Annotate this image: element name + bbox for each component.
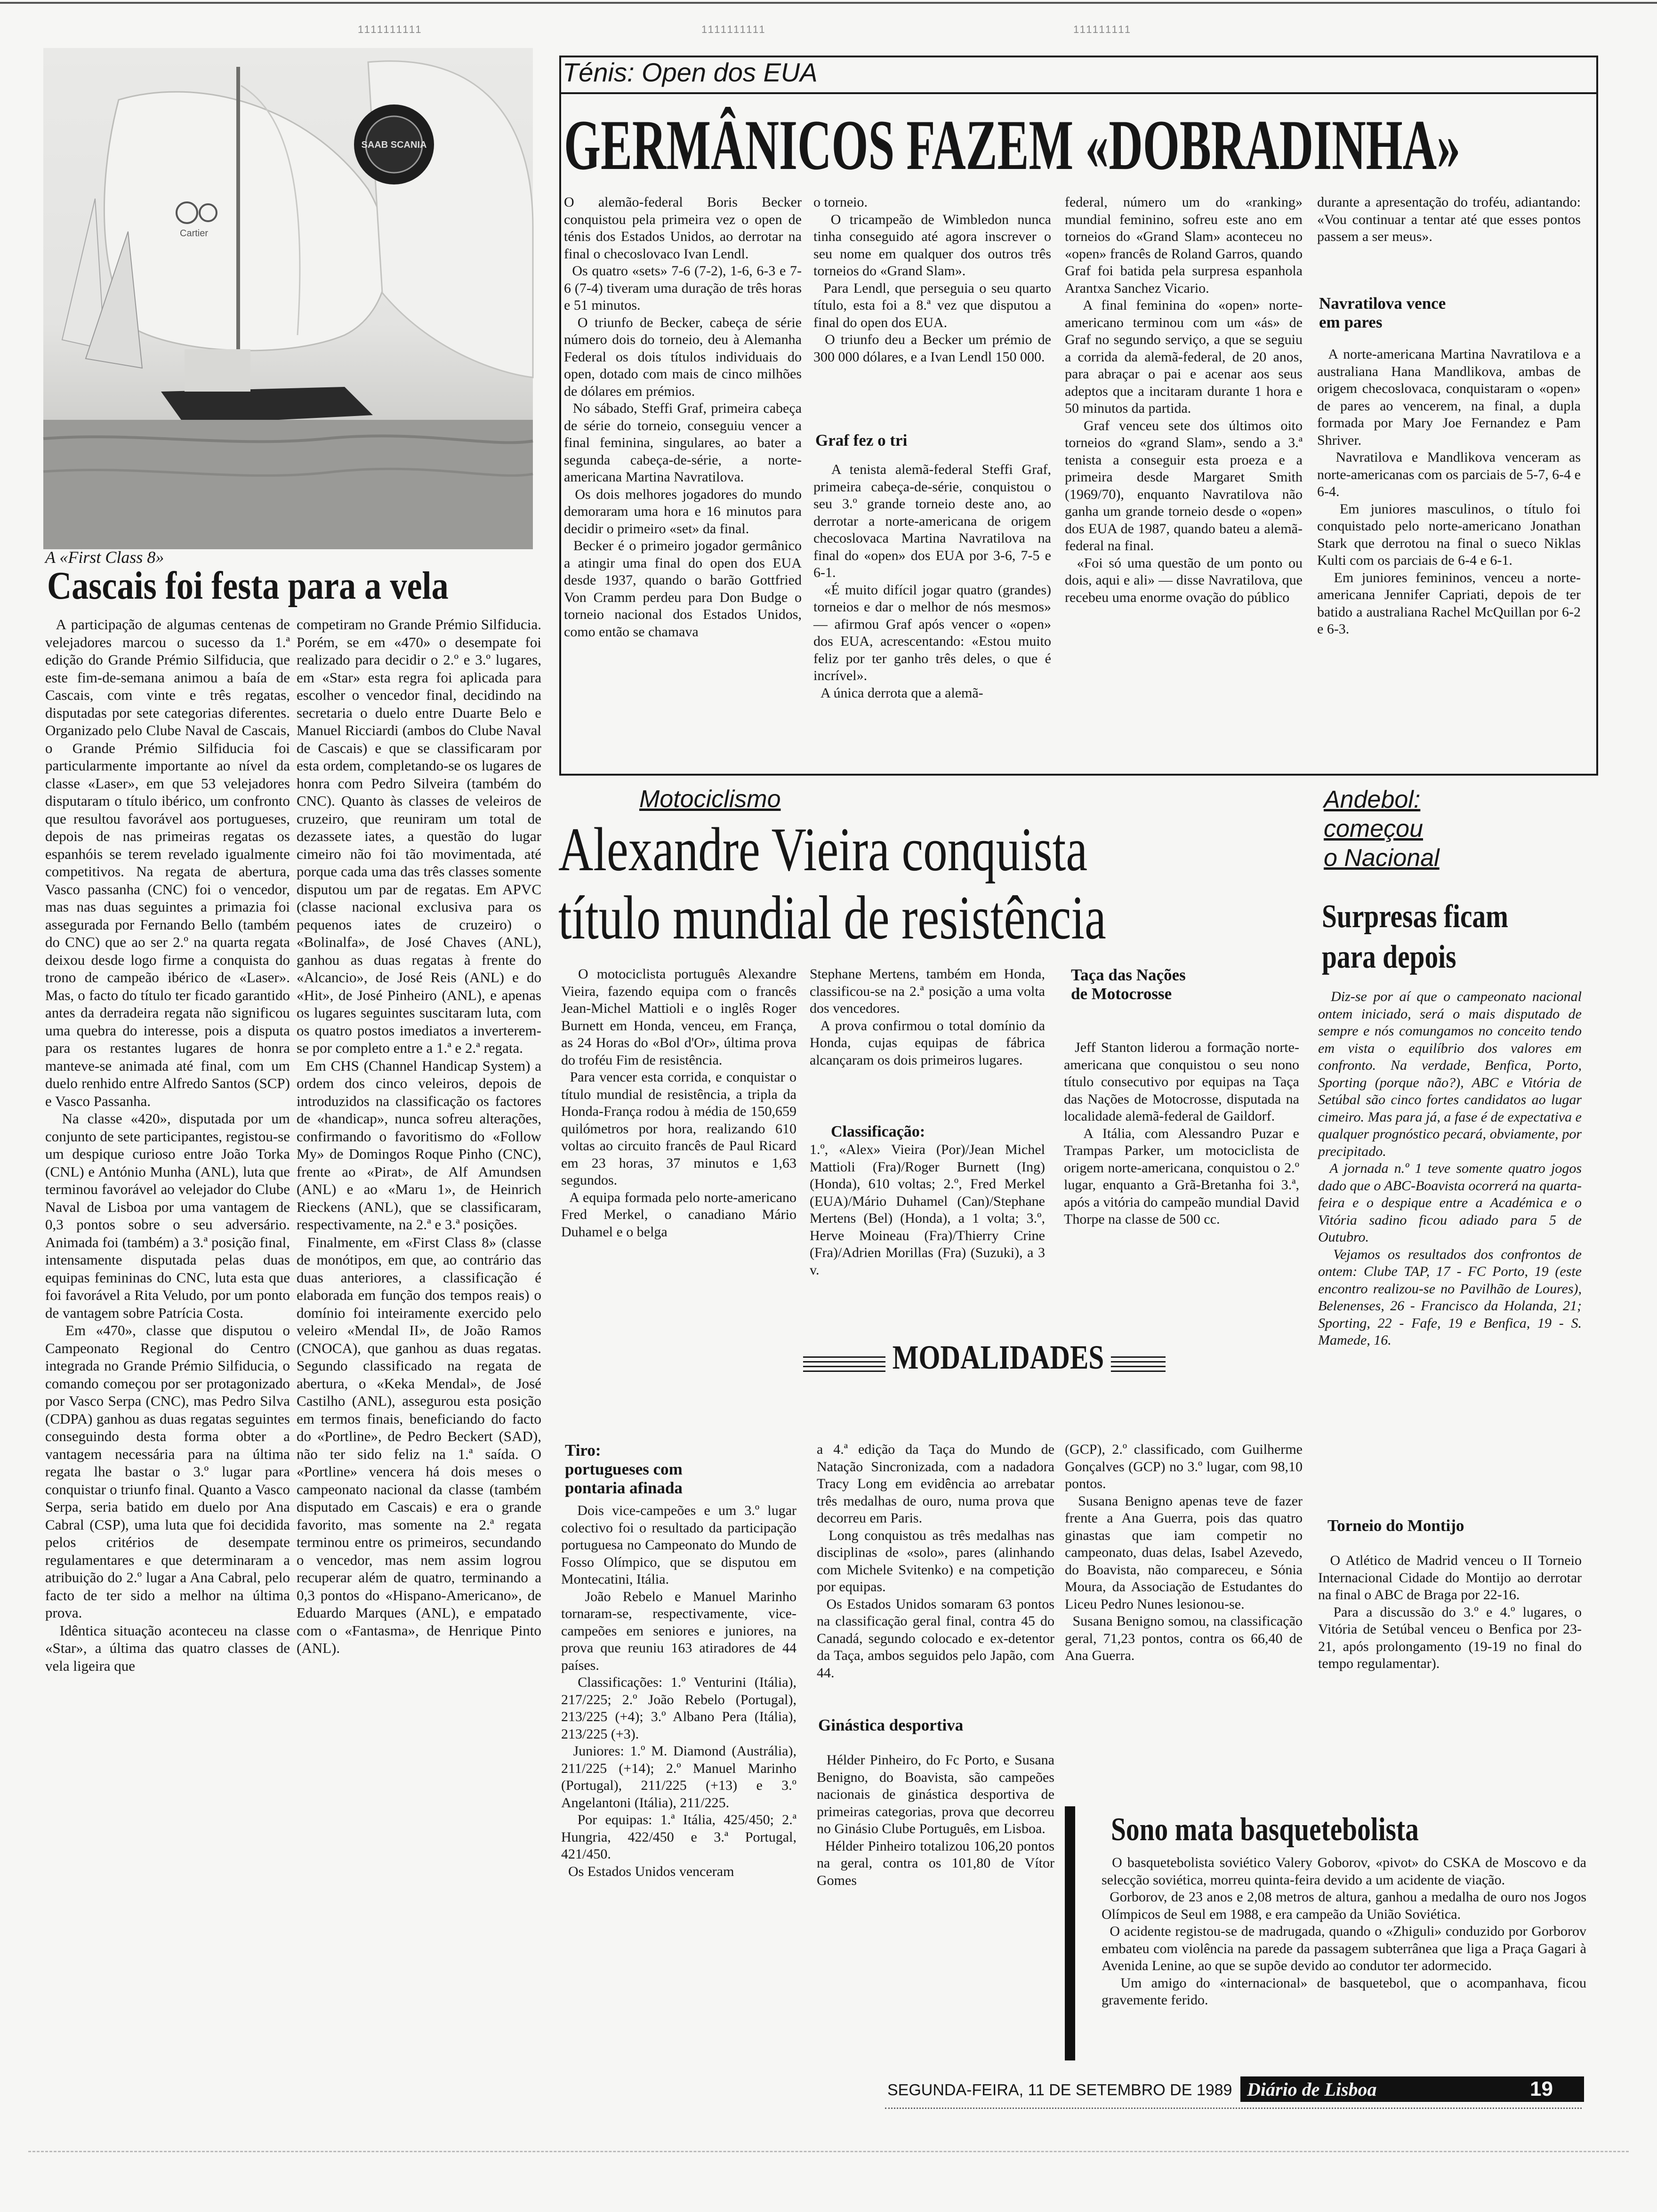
- tennis-section-label: Ténis: Open dos EUA: [563, 57, 818, 87]
- photo-caption: A «First Class 8»: [45, 548, 164, 567]
- tennis-headline: GERMÂNICOS FAZEM «DOBRADINHA»: [564, 105, 1461, 184]
- graf-subheading: Graf fez o tri: [815, 431, 908, 449]
- tennis-column-4a: durante a apresentação do troféu, adiantando: «Vou continuar a tentar até que esses pontos passem a ser meus».: [1317, 194, 1585, 244]
- modalidades-column-3: (GCP), 2.º classificado, com Guilherme Gonçalves (GCP) no 3.º lugar, com 98,10 pontos. Susana Benigno apenas teve de fazer frente a Ana Guerra, pois das quatro ginastas que iam competir no campeonato, duas delas, Isabel Azevedo, do Boavista, não compareceu, e Sónia Moura, da Associação de Estudantes do Liceu Pedro Nunes lesionou-se. Susana Benigno somou, na classificação geral, 71,23 pontos, contra os 66,40 de Ana Guerra.: [1065, 1442, 1303, 1663]
- tennis-column-2b: A tenista alemã-federal Steffi Graf, primeira cabeça-de-série, conquistou o seu 3.º grande torneio deste ano, ao derrotar a norte-americana de origem checoslovaca Martina Navratilova na final do «open» dos EUA por 3-6, 7-5 e 6-1. «É muito difícil jogar quatro (grandes) torneios e dar o melhor de nós mesmos» — afirmou Graf após vencer o «open» dos EUA, acrescentando: «Estou muito feliz por ter ganho três deles, o que é incrível». A única derrota que a alemã-: [813, 462, 1051, 701]
- moto-column-2: Stephane Mertens, também em Honda, classificou-se na 2.ª posição a uma volta dos vencedores. A prova confirmou o total domínio da Honda, cujas equipas de fábrica alcançaram os dois primeiros lugares.: [810, 966, 1046, 1068]
- modalidades-column-2b: Hélder Pinheiro, do Fc Porto, e Susana Benigno, do Boavista, são campeões nacionais de ginástica desportiva de primeiras categorias, prova que decorreu no Ginásio Clube Português, em Lisboa. Hélder Pinheiro totalizou 106,20 pontos na geral, contra os 101,80 de Vítor Gomes: [817, 1752, 1054, 1888]
- page-top-border: [0, 2, 1657, 4]
- tennis-column-4b: A norte-americana Martina Navratilova e a australiana Hana Mandlikova, ambas de origem checoslovaca, conquistaram o «open» de pares ao vencerem, na final, a dupla formada por Mary Joe Fernandez e Pam Shriver. Navratilova e Mandlikova venceram as norte-americanas com os parciais de 5-7, 6-4 e 6-4. Em juniores masculinos, o título foi conquistado pelo norte-americano Jonathan Stark que derrotou na final o sueco Niklas Kulti com os parciais de 6-4 e 6-1. Em juniores femininos, venceu a norte-americana Jennifer Capriati, depois de ter batido a australiana Rachel McQuillan por 6-2 e 6-3.: [1317, 346, 1581, 637]
- sailing-photo: [43, 48, 533, 549]
- sailing-headline: Cascais foi festa para a vela: [47, 564, 449, 608]
- modalidades-column-2: a 4.ª edição da Taça do Mundo de Natação Sincronizada, com a nadadora Tracy Long em evidência ao arrebatar três medalhas de ouro, numa prova que decorreu em Paris. Long conquistou as três medalhas nas disciplinas de «solo», pares (alinhando com Michele Svitenko) e na competição por equipas. Os Estados Unidos somaram 63 pontos na classificação geral final, contra 45 do Canadá, segundo colocado e ex-detentor da Taça, ambos seguidos pelo Japão, com 44.: [817, 1442, 1054, 1681]
- tennis-column-1: O alemão-federal Boris Becker conquistou pela primeira vez o open de ténis dos Estados Unidos, ao derrotar na final o checoslovaco Ivan Lendl. Os quatro «sets» 7-6 (7-2), 1-6, 6-3 e 7-6 (7-4) tiveram uma duração de três horas e 51 minutos. O triunfo de Becker, cabeça de série número dois do torneio, deu à Alemanha Federal os dois títulos individuais do open, dotado com mais de cinco milhões de dólares em prémios. No sábado, Steffi Graf, primeira cabeça de série do torneio, conseguiu vencer a final feminina, singulares, ao bater a segunda cabeça-de-série, a norte-americana Martina Navratilova. Os dois melhores jogadores do mundo demoraram uma hora e 16 minutos para decidir o primeiro «set» da final. Becker é o primeiro jogador germânico a atingir uma final do open dos EUA desde 1937, quando o barão Gottfried Von Cramm perdeu para Don Budge o torneio nacional dos Estados Unidos, como então se chamava: [564, 194, 802, 640]
- page-top-mark: 1111111111: [701, 24, 766, 35]
- masthead-text: Diário de Lisboa: [1247, 2079, 1377, 2100]
- footer-masthead: [1240, 2076, 1584, 2102]
- modalidades-column-1: Dois vice-campeões e um 3.º lugar colectivo foi o resultado da participação portuguesa no Campeonato do Mundo de Fosso Olímpico, que se disputou em Montecatini, Itália. João Rebelo e Manuel Marinho tornaram-se, respectivamente, vice-campeões em seniores e juniores, na prova que reuniu 163 atiradores de 44 países. Classificações: 1.º Venturini (Itália), 217/225; 2.º João Rebelo (Portugal), 213/225 (+4); 3.º Albano Pera (Itália), 213/225 (+3). Juniores: 1.º M. Diamond (Austrália), 211/225 (+14); 2.º Manuel Marinho (Portugal), 211/225 (+13) e 3.º Angelantoni (Itália), 211/225. Por equipas: 1.ª Itália, 425/450; 2.ª Hungria, 422/450 e 3.ª Portugal, 421/450. Os Estados Unidos venceram: [561, 1503, 797, 1879]
- sailing-column-1: A participação de algumas centenas de velejadores marcou o sucesso da 1.ª edição do Grande Prémio Silfiducia, que este fim-de-semana animou a baía de Cascais, com vinte e três regatas, disputadas por sete categorias diferentes. Organizado pelo Clube Naval de Cascais, o Grande Prémio Silfiducia foi particularmente importante ao nível da classe «Laser», em que 53 velejadores disputaram o título ibérico, um confronto que resultou favorável aos portugueses, depois de nas primeiras regatas os espanhóis se terem revelado igualmente competitivos. Na regata de abertura, Vasco passanha (CNC) foi o vencedor, mas nas duas seguintes a primazia foi assegurada por Fernando Bello (também do CNC) que ao ser 2.º na quarta regata deixou desde logo firme a conquista do trono de campeão ibérico de «Laser». Mas, o facto do título ter ficado garantido antes da derradeira regata não significou uma quebra do interesse, pois a disputa para os restantes lugares de honra manteve-se animada até final, com um duelo renhido entre Alfredo Santos (SCP) e Vasco Passanha. Na classe «420», disputada por um conjunto de sete participantes, registou-se um despique curioso entre João Torka (CNL) e António Munha (ANL), luta que terminou favorável ao velejador do Clube Naval de Lisboa por uma vantagem de 0,3 pontos sobre o seu adversário. Animada foi (também) a 3.ª posição final, intensamente disputada pelas duas equipas femininas do CNC, luta esta que foi favorável a Rita Veludo, por um ponto de vantagem sobre Patrícia Costa. Em «470», classe que disputou o Campeonato Regional do Centro integrada no Grande Prémio Silfiducia, o comando começou por ser protagonizado por Vasco Serpa (CNC), mas Pedro Silva (CDPA) ganhou as duas regatas seguintes conseguindo desta forma obter a vantagem necessária para na última regata lhe bastar o 3.º lugar para conquistar o triunfo final. Quanto a Vasco Serpa, seria batido em duelo por Ana Cabral (CSP), uma luta que foi decidida pelos critérios de desempate regulamentares e que determinaram a atribuição do 2.º lugar a Ana Cabral, pelo facto de ter sido a melhor na última prova. Idêntica situação aconteceu na classe «Star», a última das quatro classes de vela ligeira que: [45, 616, 290, 1674]
- basket-headline: Sono mata basquetebolista: [1111, 1811, 1419, 1848]
- page-top-mark: 1111111111: [358, 24, 423, 35]
- page-bottom-rule: [28, 2151, 1629, 2152]
- modalidades-title: MODALIDADES: [885, 1335, 1111, 1380]
- montijo-heading: Torneio do Montijo: [1327, 1516, 1464, 1535]
- basket-body: O basquetebolista soviético Valery Goborov, «pivot» do CSKA de Moscovo e da selecção soviética, morreu quinta-feira devido a um acidente de viação. Gorborov, de 23 anos e 2,08 metros de altura, ganhou a medalha de ouro nos Jogos Olímpicos de Seul em 1988, e era campeão da União Soviética. O acidente registou-se de madrugada, quando o «Zhiguli» conduzido por Gorborov embateu com violência na parede da passagem subterrânea que liga a Praça Gagari à Avenida Lenine, ao que se supõe devido ao condutor ter adormecido. Um amigo do «internacional» de basquetebol, que o acompanhava, ficou gravemente ferido.: [1102, 1855, 1586, 2008]
- moto-column-1: O motociclista português Alexandre Vieira, fazendo equipa com o francês Jean-Michel Mattioli e o inglês Roger Burnett em Honda, venceu, em França, as 24 Horas do «Bol d'Or», última prova do troféu Fim de resistência. Para vencer esta corrida, e conquistar o título mundial de resistência, a tripla da Honda-França rodou à média de 150,659 quilómetros por hora, realizando 610 voltas ao circuito francês de Paul Ricard em 23 horas, 37 minutos e 1,63 segundos. A equipa formada pelo norte-americano Fred Merkel, o canadiano Mário Duhamel e o belga: [561, 966, 797, 1240]
- sailing-column-2: competiram no Grande Prémio Silfiducia. Porém, se em «470» o desempate foi realizado para decidir o 2.º e 3.º lugares, em «Star» esta regra foi aplicada para escolher o vencedor final, decidindo na secretaria o duelo entre Duarte Belo e Manuel Ricciardi (ambos do Clube Naval de Cascais) e que se classificaram por esta ordem, completando-se os lugares de honra com Pedro Silveira (também do CNC). Quanto às classes de veleiros de cruzeiro, que reuniram um total de dezassete iates, a questão do lugar cimeiro não foi tão movimentada, até porque cada uma das três classes somente disputou um par de regatas. Em APVC (classe nacional exclusiva para os pequenos iates de cruzeiro) o «Bolinalfa», de José Chaves (ANL), ganhou as duas regatas à frente do «Alcancio», de José Reis (ANL) e do «Hit», de José Pinheiro (ANL), e apenas os lugares seguintes suscitaram luta, com os quatro postos imediatos a inverterem-se por completo entre a 1.ª e 2.ª regata. Em CHS (Channel Handicap System) a ordem dos cinco veleiros, depois de introduzidos na classificação os factores de «handicap», nunca sofreu alterações, confirmando o favoritismo do «Follow My» de Domingos Roque Pinho (CNC), frente ao «Pirat», de Alf Amundsen (ANL) e ao «Maru 1», de Heinrich Rieckens (ANL), que se classificaram, respectivamente, na 2.ª e 3.ª posições. Finalmente, em «First Class 8» (classe de monótipos, em que, ao contrário das duas anteriores, a classificação é elaborada em função dos tempos reais) o domínio foi inteiramente exercido pelo veleiro «Mendal II», de João Ramos (CNOCA), que ganhou as duas regatas. Segundo classificado na regata de abertura, o «Keka Mendal», de José Castilho (ANL), assegurou esta posição em termos finais, beneficiando do facto do «Portline», de Pedro Beckert (SAD), não ter sido feliz na 1.ª saída. O «Portline» vencera há dois meses o campeonato nacional da classe (também disputado em Cascais) e era o grande favorito, mas somente na 2.ª regata terminou entre os primeiros, secundando o vencedor, mas nem assim logrou recuperar além de quatro, terminando a 0,3 pontos do «Hispano-Americano», de Eduardo Marques (ANL), e empatado com o «Fantasma», de Henrique Pinto (ANL).: [297, 616, 542, 1656]
- footer-dotted-rule: [885, 2108, 1582, 2109]
- taca-nacoes-heading: Taça das Nações de Motocrosse: [1071, 966, 1186, 1003]
- moto-section-label: Motociclismo: [639, 785, 781, 813]
- moto-classification-heading: Classificação:: [831, 1123, 925, 1140]
- basket-box-bar: [1065, 1806, 1075, 2060]
- modalidades-banner: [803, 1332, 1166, 1384]
- moto-headline-line2: título mundial de resistência: [558, 883, 1106, 952]
- moto-column-2b: 1.º, «Alex» Vieira (Por)/Jean Michel Mattioli (Fra)/Roger Burnett (Ing) (Honda), 610 voltas; 2.º, Fred Merkel (EUA)/Mário Duhamel (Can)/Stephane Mertens (Bel) (Honda), a 1 volta; 3.º, Herve Moineau (Fra)/Thierry Crine (Fra)/Adrien Morillas (Fra) (Suzuki), a 3 v.: [810, 1142, 1049, 1278]
- footer-date: SEGUNDA-FEIRA, 11 DE SETEMBRO DE 1989: [887, 2081, 1232, 2099]
- moto-headline-line1: Alexandre Vieira conquista: [558, 815, 1088, 884]
- page-top-mark: 111111111: [1073, 24, 1132, 35]
- andebol-column-1: Diz-se por aí que o campeonato nacional ontem iniciado, será o mais disputado de sempre e nós comungamos no conceito tendo em vista o equilíbrio dos valores em confronto. Na verdade, Benfica, Porto, Sporting (porque não?), ABC e Vitória de Setúbal são cinco fortes candidatos ao lugar cimeiro. Mas para já, a fase é de expectativa e qualquer prognóstico pecará, obviamente, por precipitado. A jornada n.º 1 teve somente quatro jogos dado que o ABC-Boavista ocorrerá na quarta-feira e o despique entre a Académica e o Vitória sadino ficou adiado para 5 de Outubro. Vejamos os resultados dos confrontos de ontem: Clube TAP, 17 - FC Porto, 19 (este encontro realizou-se no Pavilhão de Loures), Belenenses, 26 - Francisco da Holanda, 21; Sporting, 22 - Fafe, 19 e Benfica, 19 - S. Mamede, 16.: [1318, 989, 1582, 1348]
- ginastica-heading: Ginástica desportiva: [818, 1716, 964, 1734]
- sail-brand-text: Cartier: [180, 228, 209, 239]
- navratilova-subheading: Navratilova vence em pares: [1319, 294, 1446, 331]
- andebol-column-2: O Atlético de Madrid venceu o II Torneio Internacional Cidade do Montijo ao derrotar na final o ABC de Braga por 22-16. Para a discussão do 3.º e 4.º lugares, o Vitória de Setúbal venceu o Benfica por 23-21, após prolongamento (19-19 no final do tempo regulamentar).: [1318, 1553, 1582, 1671]
- tennis-column-2a: o torneio. O tricampeão de Wimbledon nunca tinha conseguido até agora inscrever o seu nome em qualquer dos outros três torneios do «Grand Slam». Para Lendl, que perseguia o seu quarto título, esta foi a 8.ª vez que disputou a final do open dos EUA. O triunfo deu a Becker um prémio de 300 000 dólares, e a Ivan Lendl 150 000.: [813, 194, 1052, 365]
- moto-column-3: Jeff Stanton liderou a formação norte-americana que conquistou o seu nono título consecutivo por equipas na Taça das Nações de Motocrosse, disputada na localidade alemã-federal de Gaildorf. A Itália, com Alessandro Puzar e Trampas Parker, um motociclista de origem norte-americana, conquistou o 2.º lugar, enquanto a Grã-Bretanha foi 3.ª, após a vitória do campeão mundial David Thorpe na classe de 500 cc.: [1064, 1040, 1299, 1227]
- tiro-heading: Tiro: portugueses com pontaria afinada: [565, 1441, 683, 1497]
- tennis-column-3: federal, número um do «ranking» mundial feminino, sofreu este ano em torneios do «Grand Slam» aconteceu no «open» francês de Roland Garros, quando Graf foi batida pela surpresa espanhola Arantxa Sanchez Vicario. A final feminina do «open» norte-americano terminou com um «ás» de Graf no segundo serviço, a que se seguiu a corrida da alemã-federal, de 20 anos, para abraçar o pai e acenar aos seus adeptos que a incitaram durante 1 hora e 50 minutos da partida. Graf venceu sete dos últimos oito torneios do «grand Slam», sendo a 3.ª tenista a conseguir esta proeza e a primeira desde Margaret Smith (1969/70), enquanto Navratilova não ganha um grande torneio desde o «open» dos EUA de 1987, quando bateu a alemã-federal na final. «Foi só uma questão de um ponto ou dois, aqui e ali» — disse Navratilova, que recebeu uma enorme ovação do público: [1065, 194, 1303, 605]
- tennis-section-underline: [559, 92, 1598, 94]
- page-number: 19: [1530, 2077, 1553, 2100]
- andebol-section-label: Andebol: começou o Nacional: [1324, 786, 1440, 872]
- sail-logo-text: SAAB SCANIA: [361, 140, 427, 150]
- andebol-headline: Surpresas ficam para depois: [1322, 898, 1508, 975]
